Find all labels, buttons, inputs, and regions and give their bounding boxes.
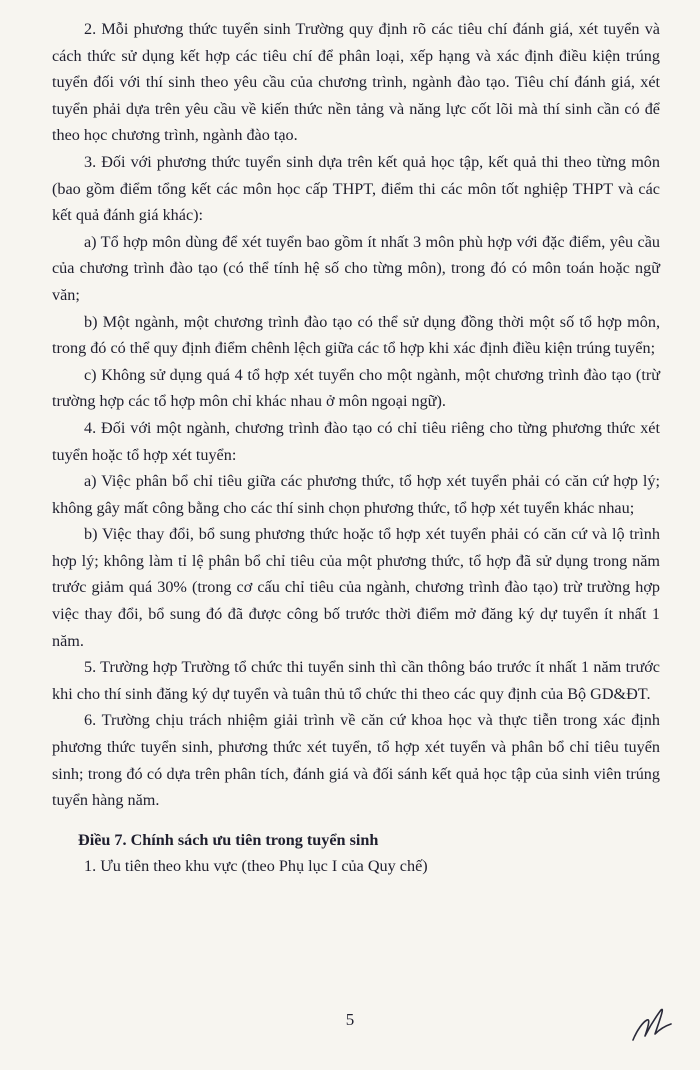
article-heading: Điều 7. Chính sách ưu tiên trong tuyển sinh — [78, 830, 379, 849]
paragraph-6: 6. Trường chịu trách nhiệm giải trình về căn cứ khoa học và thực tiễn trong xác định phương thức tuyển sinh, phương thức xét tuyển, tổ hợp xét tuyển và phân bổ chỉ tiêu tuyển sinh; trong đó có dựa trên phân tích, đánh giá và đối sánh kết quả học tập của sinh viên trúng tuyển hàng năm. — [52, 711, 660, 810]
signature-initial-icon — [625, 1000, 675, 1050]
paragraph-3a: a) Tổ hợp môn dùng để xét tuyển bao gồm ít nhất 3 môn phù hợp với đặc điểm, yêu cầu của chương trình đào tạo (có thể tính hệ số cho từng môn), trong đó có môn toán hoặc ngữ văn; — [52, 232, 660, 304]
paragraph-4b: b) Việc thay đổi, bổ sung phương thức hoặc tổ hợp xét tuyển phải có căn cứ và lộ trình hợp lý; không làm tỉ lệ phân bổ chỉ tiêu của một phương thức, tổ hợp đã sử dụng trong năm trước giảm quá 30% (trong cơ cấu chỉ tiêu của ngành, chương trình đào tạo) trừ trường hợp việc thay đổi, bổ sung đó đã được công bố trước thời điểm mở đăng ký dự tuyển ít nhất 1 năm. — [52, 525, 660, 650]
paragraph-3b: b) Một ngành, một chương trình đào tạo có thể sử dụng đồng thời một số tổ hợp môn, trong đó có thể quy định điểm chênh lệch giữa các tổ hợp khi xác định điều kiện trúng tuyển; — [52, 312, 660, 358]
paragraph-4: 4. Đối với một ngành, chương trình đào tạo có chỉ tiêu riêng cho từng phương thức xét tuyển hoặc tổ hợp xét tuyển: — [52, 418, 660, 464]
page-number: 5 — [345, 1010, 355, 1029]
paragraph-3c: c) Không sử dụng quá 4 tổ hợp xét tuyển cho một ngành, một chương trình đào tạo (trừ trường hợp các tổ hợp môn chỉ khác nhau ở môn ngoại ngữ). — [52, 365, 660, 411]
paragraph-5: 5. Trường hợp Trường tổ chức thi tuyển sinh thì cần thông báo trước ít nhất 1 năm trước khi cho thí sinh đăng ký dự tuyển và tuân thủ tổ chức thi theo các quy định của Bộ GD&ĐT. — [52, 658, 660, 703]
paragraph-4a: a) Việc phân bổ chỉ tiêu giữa các phương thức, tổ hợp xét tuyển phải có căn cứ hợp lý; không gây mất công bằng cho các thí sinh chọn phương thức, tổ hợp xét tuyển khác nhau; — [52, 472, 660, 517]
article-paragraph-1: 1. Ưu tiên theo khu vực (theo Phụ lục I của Quy chế) — [84, 857, 428, 876]
paragraph-2: 2. Mỗi phương thức tuyển sinh Trường quy định rõ các tiêu chí đánh giá, xét tuyển và cách thức sử dụng kết hợp các tiêu chí để phân loại, xếp hạng và xác định điều kiện trúng tuyển đối với thí sinh theo yêu cầu của chương trình, ngành đào tạo. Tiêu chí đánh giá, xét tuyển phải dựa trên yêu cầu về kiến thức nền tảng và năng lực cốt lõi mà thí sinh cần có để theo học chương trình, ngành đào tạo. — [52, 20, 660, 145]
paragraph-3: 3. Đối với phương thức tuyển sinh dựa trên kết quả học tập, kết quả thi theo từng môn (bao gồm điểm tổng kết các môn học cấp THPT, điểm thi các môn tốt nghiệp THPT và các kết quả đánh giá khác): — [52, 152, 660, 225]
